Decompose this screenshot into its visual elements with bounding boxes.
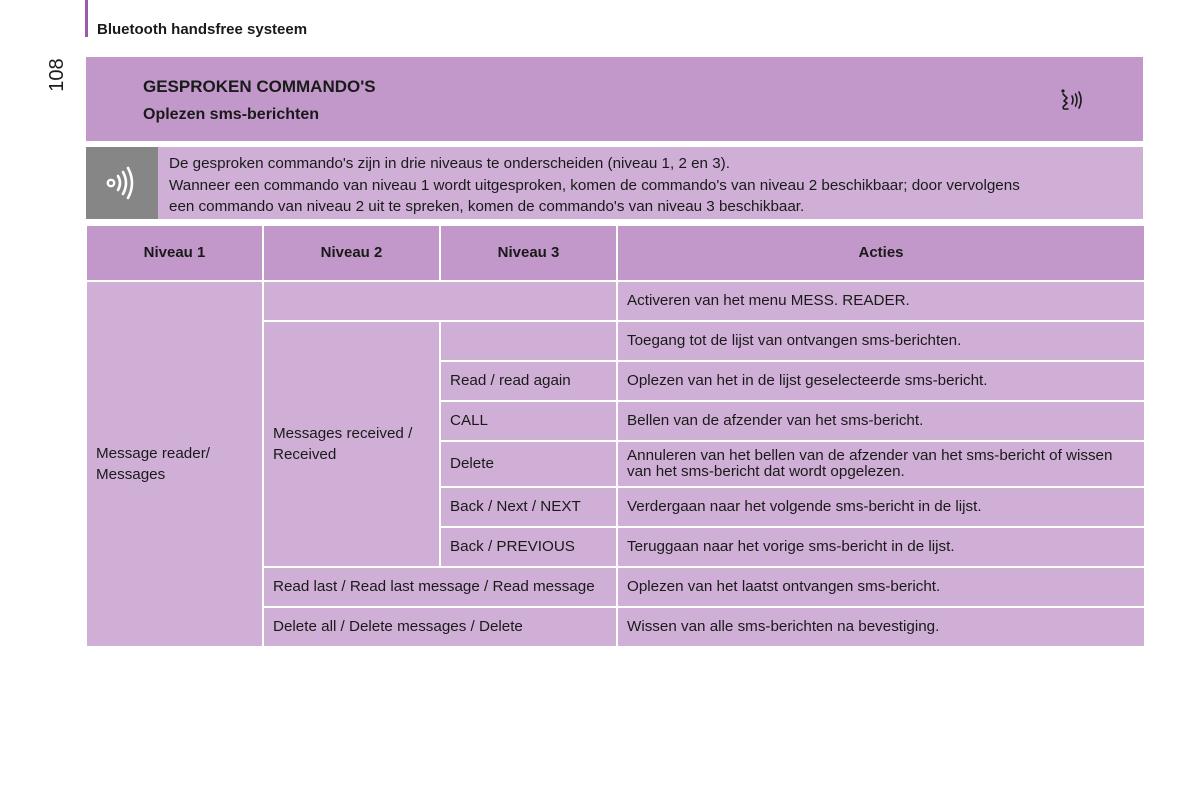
info-line: een commando van niveau 2 uit te spreken, komen de commando's van niveau 3 beschikbaar. (169, 198, 805, 215)
cell-level3: Back / PREVIOUS (440, 527, 617, 567)
level1-line: Messages (96, 466, 166, 483)
cell-action: Verdergaan naar het volgende sms-bericht in de lijst. (617, 487, 1145, 527)
page-title: GESPROKEN COMMANDO'S (143, 77, 376, 96)
cell-action: Wissen van alle sms-berichten na bevestiging. (617, 607, 1145, 647)
cell-action: Annuleren van het bellen van de afzender van het sms-bericht of wissen van het sms-bericht dat wordt opgelezen. (617, 441, 1145, 487)
info-line: Wanneer een commando van niveau 1 wordt uitgesproken, komen de commando's van niveau 2 beschikbaar; door vervolgens (169, 176, 1020, 194)
cell-level3: Read / read again (440, 361, 617, 401)
title-band (86, 57, 1143, 141)
voice-command-icon (1056, 85, 1086, 115)
cell-action: Teruggaan naar het vorige sms-bericht in de lijst. (617, 527, 1145, 567)
cell-level3: CALL (440, 401, 617, 441)
info-icon-box (86, 147, 158, 219)
cell-empty (263, 281, 617, 321)
cell-action: Bellen van de afzender van het sms-bericht. (617, 401, 1145, 441)
commands-table (85, 224, 1146, 648)
table-header-row (86, 225, 1145, 281)
cell-action: Toegang tot de lijst van ontvangen sms-berichten. (617, 321, 1145, 361)
cell-action: Activeren van het menu MESS. READER. (617, 281, 1145, 321)
level2-line: Received (273, 446, 337, 463)
info-text (169, 153, 1129, 218)
cell-level2-messages-received (263, 321, 440, 567)
page-subtitle: Oplezen sms-berichten (143, 106, 320, 123)
info-box (86, 147, 1143, 219)
level1-line: Message reader/ (96, 445, 210, 462)
header-niveau-2: Niveau 2 (263, 225, 440, 281)
cell-level2-delete-all: Delete all / Delete messages / Delete (263, 607, 617, 647)
header-accent-bar (85, 0, 88, 37)
speaker-waves-icon (102, 163, 142, 203)
section-title: Bluetooth handsfree systeem (97, 21, 308, 38)
level2-line: Messages received / (273, 425, 413, 442)
cell-level3: Delete (440, 441, 617, 487)
cell-level2-read-last: Read last / Read last message / Read message (263, 567, 617, 607)
header-acties: Acties (617, 225, 1145, 281)
table-row (86, 281, 1145, 321)
cell-action: Oplezen van het in de lijst geselecteerde sms-bericht. (617, 361, 1145, 401)
cell-empty (440, 321, 617, 361)
cell-level1-message-reader (86, 281, 263, 647)
header-niveau-1: Niveau 1 (86, 225, 263, 281)
info-line: De gesproken commando's zijn in drie niveaus te onderscheiden (niveau 1, 2 en 3). (169, 155, 730, 172)
header-niveau-3: Niveau 3 (440, 225, 617, 281)
cell-action: Oplezen van het laatst ontvangen sms-bericht. (617, 567, 1145, 607)
page-number: 108 (45, 58, 68, 92)
cell-level3: Back / Next / NEXT (440, 487, 617, 527)
